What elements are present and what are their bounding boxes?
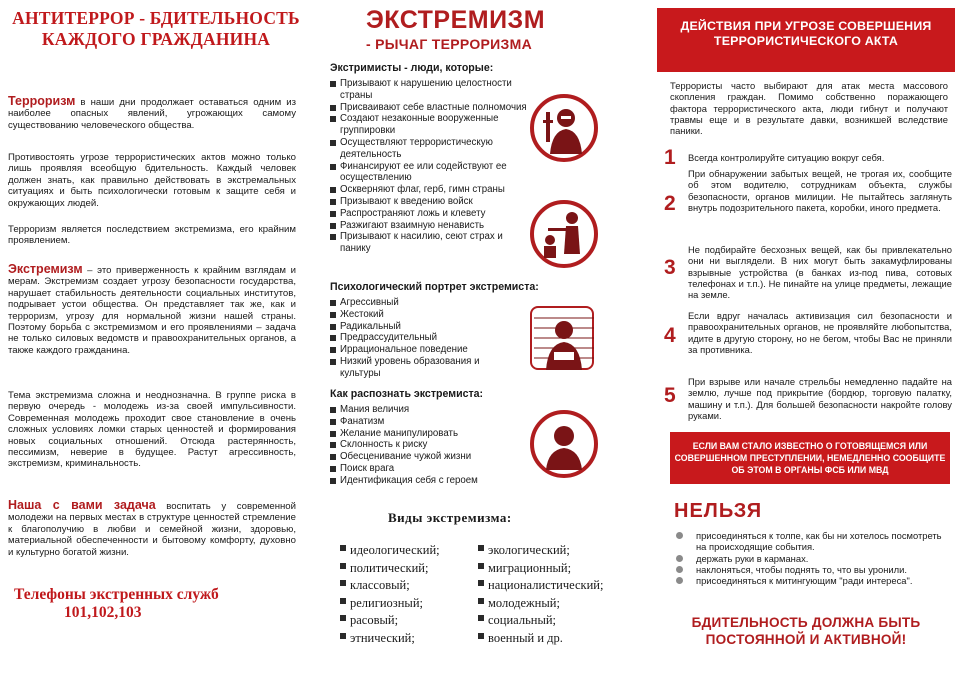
- extremism-title: ЭКСТРЕМИЗМ: [366, 6, 546, 34]
- paragraph-our-task: [8, 500, 296, 558]
- list-item: Мания величия: [330, 404, 530, 416]
- type-item: военный и др.: [478, 630, 603, 648]
- dont-item: наклоняться, чтобы поднять то, что вы уронили.: [672, 564, 954, 575]
- list-item: Радикальный: [330, 321, 505, 333]
- list-item: Присваивают себе властные полномочия: [330, 102, 530, 114]
- paragraph-youth: Тема экстремизма сложна и неоднозначна. В группе риска в первую очередь - молодежь из-за своей импульсивности. Современная молодежь проходит свое становление в очень сложных условиях ломки старых ценностей и формирования новых социальных отношений. Отсюда растерянность, пессимизм, неверие в будущее. Растут агрессивность, экстремизм, криминальность.: [8, 390, 296, 470]
- left-column: [0, 0, 312, 674]
- hostage-icon: [530, 200, 598, 268]
- recognize-list: [330, 404, 530, 487]
- list-item: Фанатизм: [330, 416, 530, 428]
- list-item: Иррациональное поведение: [330, 344, 505, 356]
- phones-label: Телефоны экстренных служб: [14, 586, 219, 603]
- type-item: расовый;: [340, 612, 440, 630]
- paragraph-text: – это приверженность к крайним взглядам и мерам. Экстремизм создает угрозу безопасности государства, нарушает стабильность деятельности социальных институтов, подрывает устои общества. Он представляет так же, как и терроризм, угрозу для нормальной жизни нашей страны. Поэтому борьба с экстремизмом и его проявлениями – задача не только силовых ведомств и правоохранительных органов, а также каждого гражданина.: [8, 265, 296, 356]
- list-item: Низкий уровень образования и культуры: [330, 356, 505, 380]
- lead-terrorism: Терроризм: [8, 94, 76, 108]
- person-silhouette-icon: [530, 410, 598, 478]
- recognize-heading: Как распознать экстремиста:: [330, 388, 484, 400]
- list-item: Создают незаконные вооруженные группировки: [330, 113, 530, 137]
- right-column: [652, 0, 960, 674]
- lead-extremism: Экстремизм: [8, 262, 83, 276]
- step-number: 5: [664, 384, 676, 407]
- paragraph-terrorism: [8, 96, 296, 131]
- type-item: националистический;: [478, 577, 603, 595]
- emergency-phones: [14, 586, 304, 622]
- list-item: Идентификация себя с героем: [330, 475, 530, 487]
- actions-banner: ДЕЙСТВИЯ ПРИ УГРОЗЕ СОВЕРШЕНИЯ ТЕРРОРИСТИЧЕСКОГО АКТА: [657, 8, 955, 72]
- list-item: Распространяют ложь и клевету: [330, 208, 530, 220]
- step-number: 1: [664, 146, 676, 169]
- step-number: 3: [664, 256, 676, 279]
- paragraph-vigilance: Противостоять угрозе террористических актов можно только лишь проявляя всеобщую бдительность. Каждый человек должен знать, как правильно действовать в экстремальных ситуациях и быть психологически готовым к защите себя и окружающих людей.: [8, 152, 296, 209]
- list-item: Оскверняют флаг, герб, гимн страны: [330, 184, 530, 196]
- list-item: Призывают к нарушению целостности страны: [330, 78, 530, 102]
- list-item: Разжигают взаимную ненависть: [330, 220, 530, 232]
- dont-item: присоединяться к толпе, как бы ни хотелось посмотреть на происходящие события.: [672, 530, 954, 553]
- portrait-heading: Психологический портрет экстремиста:: [330, 281, 539, 293]
- types-column-1: [340, 542, 440, 647]
- step-number: 2: [664, 192, 676, 215]
- paragraph-text: воспитать у современной молодежи на первых местах в структуре ценностей стремление к благополучию в любви и семейной жизни, здоровью, материальной обеспеченности и бытовому комфорту, духовно и культурно богатой жизни.: [8, 501, 296, 558]
- types-column-2: [478, 542, 603, 647]
- extremism-subtitle: - РЫЧАГ ТЕРРОРИЗМА: [366, 36, 532, 52]
- final-slogan: БДИТЕЛЬНОСТЬ ДОЛЖНА БЫТЬ ПОСТОЯННОЙ И АКТИВНОЙ!: [691, 615, 921, 647]
- left-title: АНТИТЕРРОР - БДИТЕЛЬНОСТЬ КАЖДОГО ГРАЖДАНИНА: [12, 8, 300, 49]
- who-heading: Экстримисты - люди, которые:: [330, 62, 494, 74]
- dont-item: держать руки в карманах.: [672, 553, 954, 564]
- type-item: молодежный;: [478, 595, 603, 613]
- list-item: Обесценивание чужой жизни: [330, 451, 530, 463]
- report-banner: ЕСЛИ ВАМ СТАЛО ИЗВЕСТНО О ГОТОВЯЩЕМСЯ ИЛИ СОВЕРШЕННОМ ПРЕСТУПЛЕНИИ, НЕМЕДЛЕННО СООБЩИТЕ ОБ ЭТОМ В ОРГАНЫ ФСБ ИЛИ МВД: [670, 432, 950, 484]
- list-item: Склонность к риску: [330, 439, 530, 451]
- lead-our-task: Наша с вами задача: [8, 498, 156, 512]
- step-text: Не подбирайте бесхозных вещей, как бы привлекательно они ни выглядели. В них могут быть закамуфлированы взрывные устройства (в банках из-под пива, сотовых телефонах и т.п.). Не пинайте на улице предметы, лежащие на земле.: [688, 244, 952, 301]
- type-item: политический;: [340, 560, 440, 578]
- portrait-list: [330, 297, 505, 380]
- list-item: Призывают к введению войск: [330, 196, 530, 208]
- dont-list: [672, 530, 954, 586]
- masked-gunman-icon: [530, 94, 598, 162]
- list-item: Агрессивный: [330, 297, 505, 309]
- dont-item: присоединяться к митингующим "ради интереса".: [672, 575, 954, 586]
- step-text: При обнаружении забытых вещей, не трогая их, сообщите об этом водителю, сотрудникам объекта, службы безопасности, органов милиции. Не пытайтесь заглянуть внутрь подозрительного пакета, коробки, иного предмета.: [688, 168, 952, 213]
- dont-title: НЕЛЬЗЯ: [674, 500, 763, 522]
- step-text: При взрыве или начале стрельбы немедленно падайте на землю, лучше под прикрытие (бордюр, торговую палатку, машину и т.п.). Для большей безопасности накройте голову руками.: [688, 376, 952, 421]
- types-title: Виды экстремизма:: [388, 510, 512, 525]
- step-text: Если вдруг началась активизация сил безопасности и правоохранительных органов, не проявляйте любопытства, идите в другую сторону, но не бегом, чтобы Вас не приняли за противника.: [688, 310, 952, 355]
- type-item: религиозный;: [340, 595, 440, 613]
- list-item: Осуществляют террористическую деятельность: [330, 137, 530, 161]
- paragraph-consequence: Терроризм является последствием экстремизма, его крайним проявлением.: [8, 224, 296, 247]
- list-item: Жестокий: [330, 309, 505, 321]
- paragraph-extremism: [8, 264, 296, 356]
- type-item: социальный;: [478, 612, 603, 630]
- type-item: классовый;: [340, 577, 440, 595]
- type-item: идеологический;: [340, 542, 440, 560]
- list-item: Финансируют ее или содействуют ее осуществлению: [330, 161, 530, 185]
- type-item: миграционный;: [478, 560, 603, 578]
- list-item: Предрассудительный: [330, 332, 505, 344]
- list-item: Желание манипулировать: [330, 428, 530, 440]
- phones-numbers: 101,102,103: [64, 604, 142, 621]
- middle-column: [322, 0, 642, 674]
- type-item: этнический;: [340, 630, 440, 648]
- paragraph-text: в наши дни продолжает оставаться одним из наиболее опасных явлений, угрожающих самому существованию человеческого общества.: [8, 97, 296, 131]
- step-text: Всегда контролируйте ситуацию вокруг себя.: [688, 152, 885, 163]
- type-item: экологический;: [478, 542, 603, 560]
- list-item: Поиск врага: [330, 463, 530, 475]
- intro-text: Террористы часто выбирают для атак места массового скопления граждан. Помимо собственно поражающего фактора террористического акта, люди гибнут и получают травмы еще и в результате давки, возникшей вследствие паники.: [670, 80, 948, 137]
- mugshot-icon: [530, 306, 594, 370]
- step-number: 4: [664, 324, 676, 347]
- list-item: Призывают к насилию, сеют страх и панику: [330, 231, 530, 255]
- who-list: [330, 78, 530, 255]
